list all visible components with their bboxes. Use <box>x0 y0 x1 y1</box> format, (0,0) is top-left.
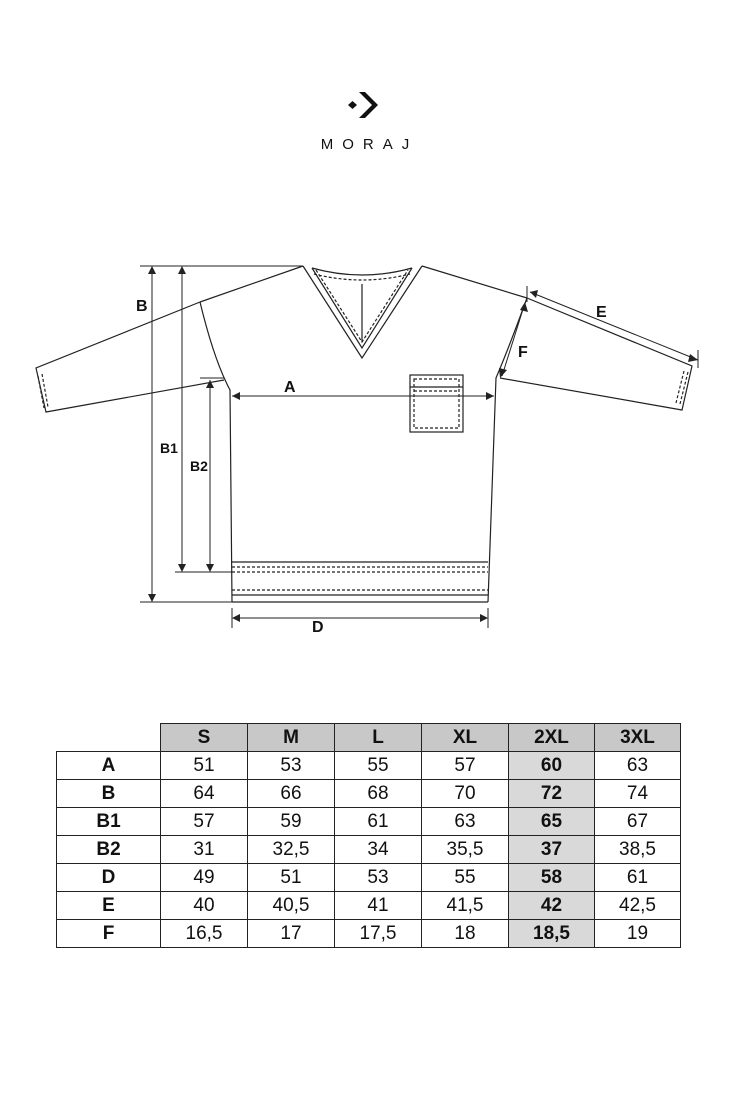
row-label: B2 <box>57 836 161 864</box>
table-cell: 55 <box>335 752 422 780</box>
table-cell: 42,5 <box>595 892 681 920</box>
row-label: E <box>57 892 161 920</box>
table-cell-highlighted: 18,5 <box>509 920 595 948</box>
brand-logo <box>0 90 730 153</box>
table-cell: 68 <box>335 780 422 808</box>
table-cell: 18 <box>422 920 509 948</box>
size-header: XL <box>422 724 509 752</box>
table-cell-highlighted: 58 <box>509 864 595 892</box>
table-cell: 41,5 <box>422 892 509 920</box>
row-label: B <box>57 780 161 808</box>
size-header-row <box>57 724 681 752</box>
table-cell-highlighted: 37 <box>509 836 595 864</box>
table-cell: 61 <box>595 864 681 892</box>
table-cell: 74 <box>595 780 681 808</box>
label-b2: B2 <box>190 458 208 474</box>
table-cell: 17,5 <box>335 920 422 948</box>
row-label: B1 <box>57 808 161 836</box>
row-label: A <box>57 752 161 780</box>
size-header: L <box>335 724 422 752</box>
table-cell-highlighted: 60 <box>509 752 595 780</box>
table-cell: 63 <box>595 752 681 780</box>
table-row <box>57 920 681 948</box>
table-cell: 40,5 <box>248 892 335 920</box>
label-d: D <box>312 619 324 636</box>
table-cell: 51 <box>248 864 335 892</box>
label-f: F <box>518 344 528 361</box>
table-cell: 67 <box>595 808 681 836</box>
table-row <box>57 836 681 864</box>
size-header: S <box>161 724 248 752</box>
table-cell: 31 <box>161 836 248 864</box>
table-cell: 53 <box>335 864 422 892</box>
table-cell: 66 <box>248 780 335 808</box>
row-label: F <box>57 920 161 948</box>
table-row <box>57 892 681 920</box>
table-cell-highlighted: 72 <box>509 780 595 808</box>
table-cell: 40 <box>161 892 248 920</box>
table-cell: 16,5 <box>161 920 248 948</box>
table-cell: 32,5 <box>248 836 335 864</box>
table-corner <box>57 724 161 752</box>
size-table <box>56 723 681 948</box>
table-cell-highlighted: 65 <box>509 808 595 836</box>
label-b: B <box>136 298 148 315</box>
brand-name: MORAJ <box>320 136 419 153</box>
label-a: A <box>284 379 296 396</box>
table-cell: 34 <box>335 836 422 864</box>
table-row <box>57 808 681 836</box>
table-row <box>57 752 681 780</box>
garment-diagram <box>0 250 730 650</box>
table-cell: 57 <box>161 808 248 836</box>
size-header: M <box>248 724 335 752</box>
table-cell: 41 <box>335 892 422 920</box>
label-b1: B1 <box>160 440 178 456</box>
table-cell: 49 <box>161 864 248 892</box>
table-cell: 70 <box>422 780 509 808</box>
table-cell: 35,5 <box>422 836 509 864</box>
table-cell: 64 <box>161 780 248 808</box>
table-cell: 38,5 <box>595 836 681 864</box>
table-cell: 61 <box>335 808 422 836</box>
table-cell: 53 <box>248 752 335 780</box>
table-cell-highlighted: 42 <box>509 892 595 920</box>
row-label: D <box>57 864 161 892</box>
size-header: 3XL <box>595 724 681 752</box>
table-cell: 57 <box>422 752 509 780</box>
table-cell: 17 <box>248 920 335 948</box>
size-header-highlighted: 2XL <box>509 724 595 752</box>
table-row <box>57 864 681 892</box>
table-row <box>57 780 681 808</box>
table-cell: 51 <box>161 752 248 780</box>
table-cell: 59 <box>248 808 335 836</box>
moraj-chevron-icon <box>345 90 385 124</box>
table-cell: 63 <box>422 808 509 836</box>
table-cell: 55 <box>422 864 509 892</box>
label-e: E <box>596 304 607 321</box>
table-cell: 19 <box>595 920 681 948</box>
